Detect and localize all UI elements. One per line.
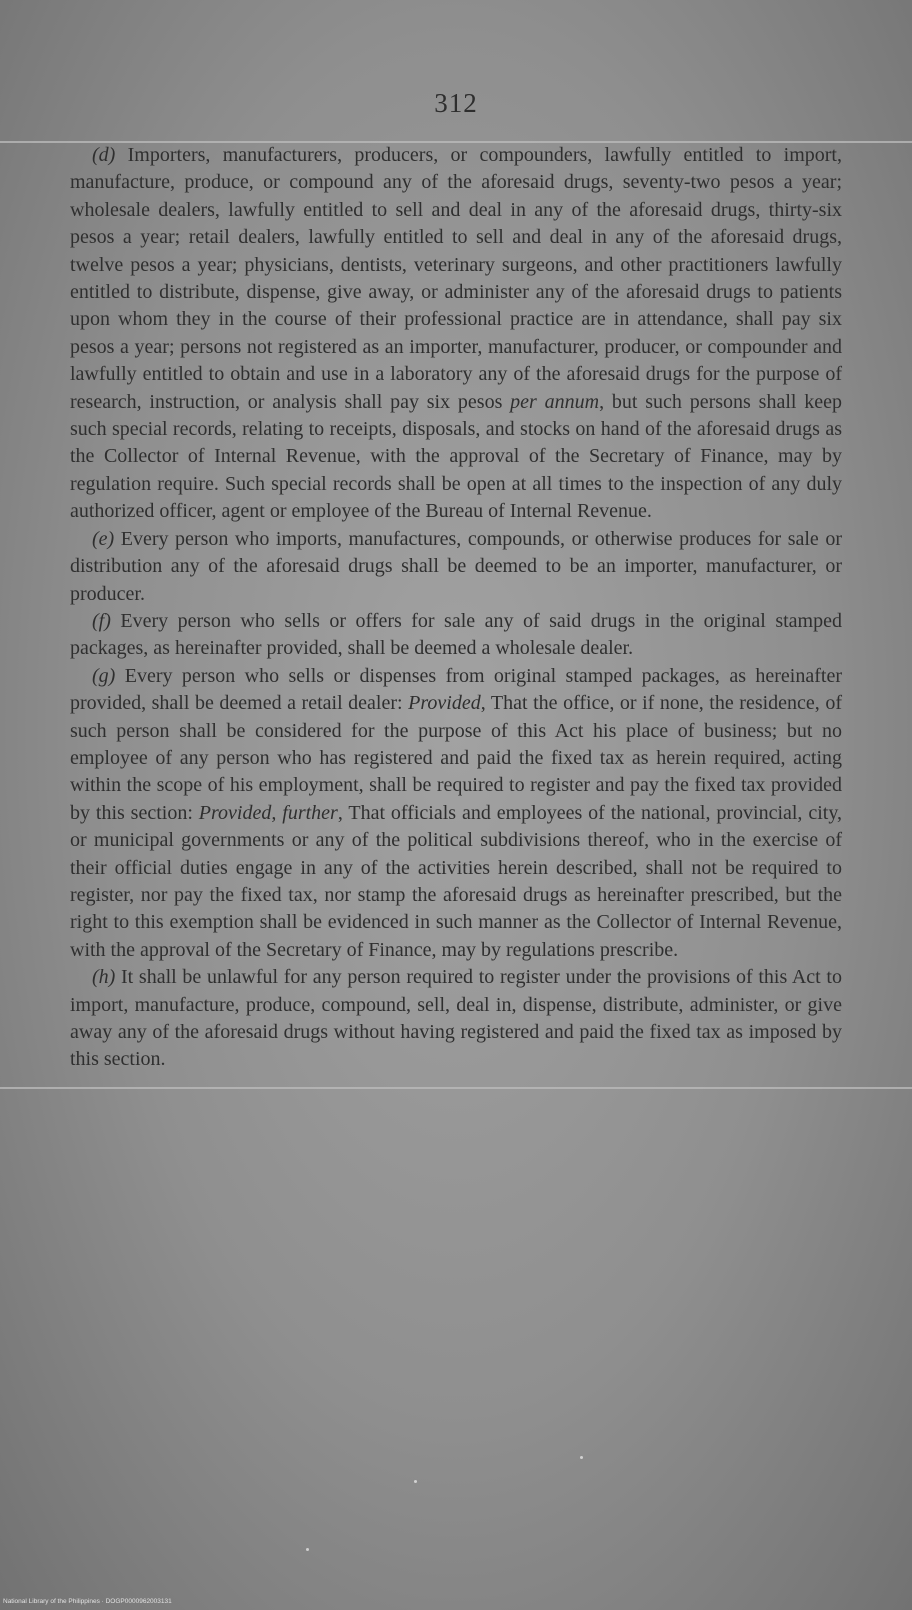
paragraph-text: Importers, manufacturers, producers, or compounders, lawfully entitled to import, manufacture, produce, or compound any of the aforesaid drugs, seventy-two pesos a year; wholesale dealers, lawfully entitled to sell and deal in any of the aforesaid drugs, thirty-six pesos a year; retail dealers, lawfully entitled to sell and deal in any of the aforesaid drugs, twelve pesos a year; physicians, dentists, veterinary surgeons, and other practitioners lawfully entitled to distribute, dispense, give away, or administer any of the aforesaid drugs to patients upon whom they in the course of their professional practice are in attendance, shall pay six pesos a year; persons not registered as an importer, manufacturer, producer, or compounder and lawfully entitled to obtain and use in a laboratory any of the aforesaid drugs for the purpose of research, instruction, or analysis shall pay six pesos — [70, 144, 842, 413]
paragraph-text: It shall be unlawful for any person required to register under the provisions of this Act to import, manufacture, produce, compound, sell, deal in, dispense, distribute, administer, or give away any of the aforesaid drugs without having registered and paid the fixed tax as imposed by this section. — [70, 966, 842, 1071]
section-paragraph — [70, 142, 842, 526]
dust-speck — [306, 1548, 309, 1551]
library-credit: National Library of the Philippines · DOGP0000962003131 — [3, 1598, 172, 1605]
paragraph-label: (e) — [92, 527, 115, 550]
paragraph-label: (d) — [92, 144, 116, 166]
paragraph-text: Every person who imports, manufactures, compounds, or otherwise produces for sale or distribution any of the aforesaid drugs shall be deemed to be an importer, manufacturer, or producer. — [70, 527, 842, 605]
italic-text: Provided — [408, 692, 481, 715]
paragraph-label: (g) — [92, 664, 116, 687]
dust-speck — [580, 1456, 583, 1459]
italic-text: per annum — [510, 390, 600, 413]
section-paragraph — [70, 663, 842, 964]
paragraph-label: (f) — [92, 609, 111, 632]
paragraph-text: , That officials and employees of the national, provincial, city, or municipal governments or any of the political subdivisions thereof, who in the exercise of their official duties engage in any of the activities herein described, shall not be required to register, nor pay the fixed tax, nor stamp the aforesaid drugs as hereinafter prescribed, but the right to this exemption shall be evidenced in such manner as the Collector of Internal Revenue, with the approval of the Secretary of Finance, may by regulations prescribe. — [70, 801, 843, 961]
section-paragraph — [70, 526, 842, 608]
paragraph-text: , That the office, or if none, the residence, of such person shall be considered for the purpose of this Act his place of business; but no employee of any person who has registered and paid the fixed tax as herein required, acting within the scope of his employment, shall be required to register and pay the fixed tax provided by this section: — [70, 692, 842, 824]
paragraph-text: , but such persons shall keep such special records, relating to receipts, disposals, and stocks on hand of the aforesaid drugs as the Collector of Internal Revenue, with the approval of the Secretary of Finance, may by regulation require. Such special records shall be open at all times to the inspection of any duly authorized officer, agent or employee of the Bureau of Internal Revenue. — [70, 390, 842, 523]
paragraph-text: Every person who sells or offers for sale any of said drugs in the original stamped packages, as hereinafter provided, shall be deemed a wholesale dealer. — [70, 609, 842, 660]
statute-text — [70, 142, 842, 1074]
section-paragraph — [70, 608, 842, 663]
paragraph-label: (h) — [92, 966, 116, 989]
fold-line-middle — [0, 1087, 912, 1089]
page-number: 312 — [434, 88, 478, 118]
paragraph-text: Every person who sells or dispenses from original stamped packages, as hereinafter provided, shall be deemed a retail dealer: — [70, 664, 842, 715]
italic-text: Provided, further — [198, 801, 338, 824]
dust-speck — [414, 1480, 417, 1483]
section-paragraph — [70, 964, 842, 1074]
